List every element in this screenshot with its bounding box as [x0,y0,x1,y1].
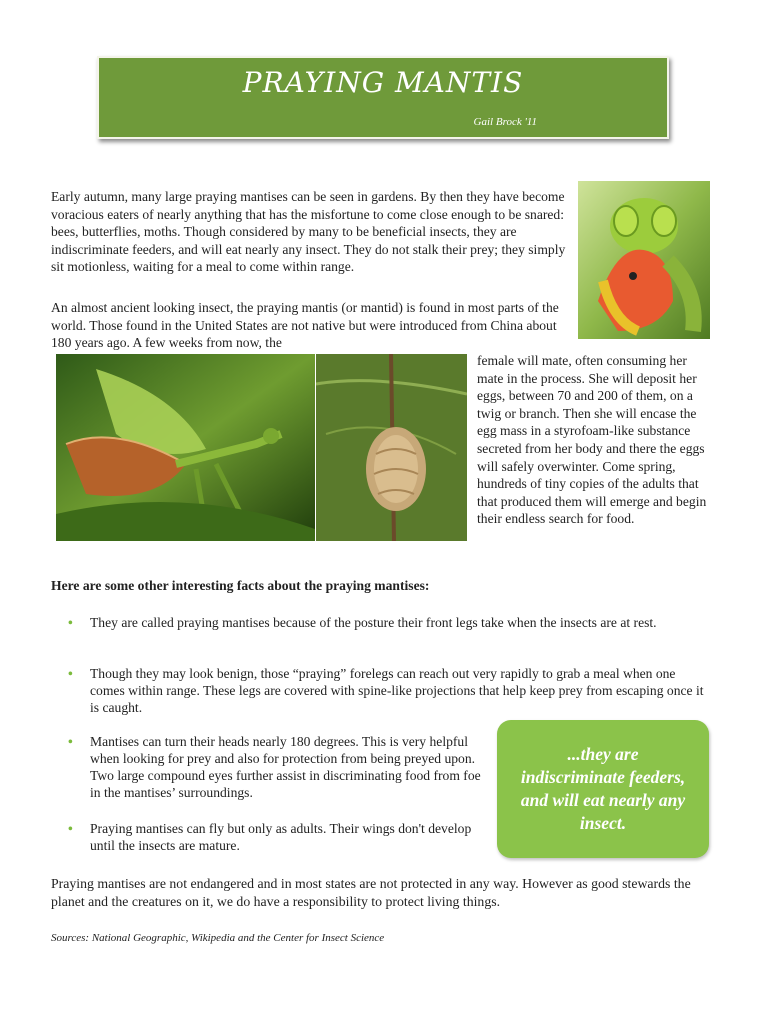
bullet-icon: • [68,734,73,749]
bullet-icon: • [68,615,73,630]
mantis-wings-photo [56,354,315,541]
author-byline: Gail Brock '11 [473,116,537,128]
fact-text: Though they may look benign, those “praying” forelegs can reach out very rapidly to grab a meal when one comes within range. These legs are covered with spine-like projections that help keep prey from escaping once it is caught. [90,666,704,715]
egg-case-photo [316,354,467,541]
mantis-lifecycle-paragraph: female will mate, often consuming her mate in the process. She will deposit her eggs, between 70 and 200 of them, on a twig or branch. Then she will encase the egg mass in a styrofoam-like substance secreted from her body and there the eggs will safely overwinter. Come spring, hundreds of tiny copies of the adults that that produced them will emerge and begin their endless search for food. [477,353,707,527]
fact-item [68,820,490,854]
pull-quote-text: ...they are indiscriminate feeders, and will eat nearly any insect. [520,744,686,833]
closing-paragraph: Praying mantises are not endangered and in most states are not protected in any way. However as good stewards the planet and the creatures on it, we do have a responsibility to protect living things. [51,876,691,909]
fact-text: They are called praying mantises because of the posture their front legs take when the insects are at rest. [90,615,657,630]
fact-text: Mantises can turn their heads nearly 180 degrees. This is very helpful when looking for prey and also for protection from being preyed upon. Two large compound eyes further assist in discriminating food from foe in the mantises’ surroundings. [90,734,481,800]
title-banner [97,56,669,139]
fact-item [68,614,710,631]
bullet-icon: • [68,666,73,681]
sources-note: Sources: National Geographic, Wikipedia and the Center for Insect Science [51,932,385,944]
fact-item [68,665,710,716]
fact-text: Praying mantises can fly but only as adults. Their wings don't develop until the insects are mature. [90,821,472,853]
fact-item [68,733,482,801]
bullet-icon: • [68,821,73,836]
page-title: PRAYING MANTIS [242,66,524,99]
mantis-history-paragraph: An almost ancient looking insect, the praying mantis (or mantid) is found in most parts of the world. Those found in the United States are not native but were introduced from China about 180 years ago. A few weeks from now, the [51,300,559,351]
mantis-eating-photo [578,181,710,339]
pull-quote-callout [497,720,709,858]
facts-heading: Here are some other interesting facts about the praying mantises: [51,578,430,593]
intro-paragraph: Early autumn, many large praying mantises can be seen in gardens. By then they have become voracious eaters of nearly anything that has the misfortune to come close enough to be snared: bees, butterflies, moths. Though considered by many to be beneficial insects, they are indiscriminate feeders, and will eat nearly any insect. They do not stalk their prey; they simply sit motionless, waiting for a meal to come within range. [51,189,566,275]
